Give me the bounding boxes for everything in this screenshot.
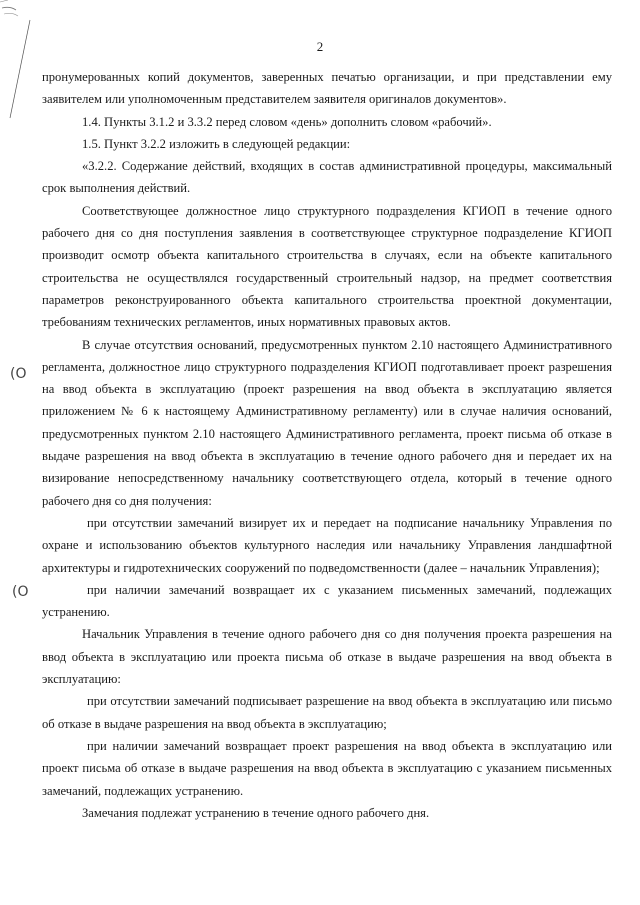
scan-artifact (0, 0, 40, 120)
margin-mark: (О (12, 584, 29, 600)
paragraph-continuation: пронумерованных копий документов, заверенных печатью организации, и при представлении ему заявителем или уполномоченным представителем заявителя оригиналов документов». (42, 70, 612, 107)
paragraph-remarks-return-project: при наличии замечаний возвращает проект разрешения на ввод объекта в эксплуатацию или проект письма об отказе в выдаче разрешения на ввод объекта в эксплуатацию с указанием письменных замечаний, подлежащих устранению. (42, 738, 612, 798)
paragraph-no-grounds: В случае отсутствия оснований, предусмотренных пунктом 2.10 настоящего Административного регламента, должностное лицо структурного подразделения КГИОП подготавливает проект разрешения на ввод объекта в эксплуатацию (проект разрешения на ввод объекта в эксплуатацию является приложением № 6 к настоящему Административному регламенту) или в случае наличия оснований, предусмотренных пунктом 2.10 настоящего Административного регламента, проект письма об отказе в выдаче разрешения на ввод объекта в эксплуатацию в течение одного рабочего дня и передает их на визирование непосредственному начальнику соответствующего отдела, который в течение одного рабочего дня со дня получения: (42, 337, 612, 508)
paragraph-inspection: Соответствующее должностное лицо структурного подразделения КГИОП в течение одного рабочего дня со дня поступления заявления в соответствующее структурное подразделение КГИОП производит осмотр объекта капитального строительства в случаях, если на объекте капитального строительства не осуществлялся государственный строительный надзор, на предмет соответствия параметров реконструированного объекта капитального строительства проектной документации, требованиям технических регламентов, иных нормативных правовых актов. (42, 203, 612, 330)
paragraph-remarks-deadline: Замечания подлежат устранению в течение одного рабочего дня. (82, 805, 430, 820)
paragraph-remarks-return: при наличии замечаний возвращает их с указанием письменных замечаний, подлежащих устранению. (42, 582, 612, 620)
margin-mark: (О (10, 366, 27, 382)
paragraph-3-2-2-heading: «3.2.2. Содержание действий, входящих в состав административной процедуры, максимальный срок выполнения действий. (42, 159, 612, 196)
paragraph-1-4: 1.4. Пункты 3.1.2 и 3.3.2 перед словом «день» дополнить словом «рабочий». (82, 114, 492, 129)
paragraph-1-5: 1.5. Пункт 3.2.2 изложить в следующей редакции: (82, 136, 351, 151)
paragraph-head-of-department: Начальник Управления в течение одного рабочего дня со дня получения проекта разрешения на ввод объекта в эксплуатацию или проекта письма об отказе в выдаче разрешения на ввод объекта в эксплуатацию: (42, 627, 612, 687)
page-number: 2 (316, 39, 324, 54)
paragraph-no-remarks-sign: при отсутствии замечаний подписывает разрешение на ввод объекта в эксплуатацию или письмо об отказе в выдаче разрешения на ввод объекта в эксплуатацию; (42, 694, 612, 731)
document-body (42, 66, 612, 824)
paragraph-no-remarks-visa: при отсутствии замечаний визирует их и передает на подписание начальнику Управления по охране и использованию объектов культурного наследия или начальнику Управления ландшафтной архитектуры и гидротехнических сооружений по подведомственности (далее – начальник Управления); (42, 515, 612, 575)
